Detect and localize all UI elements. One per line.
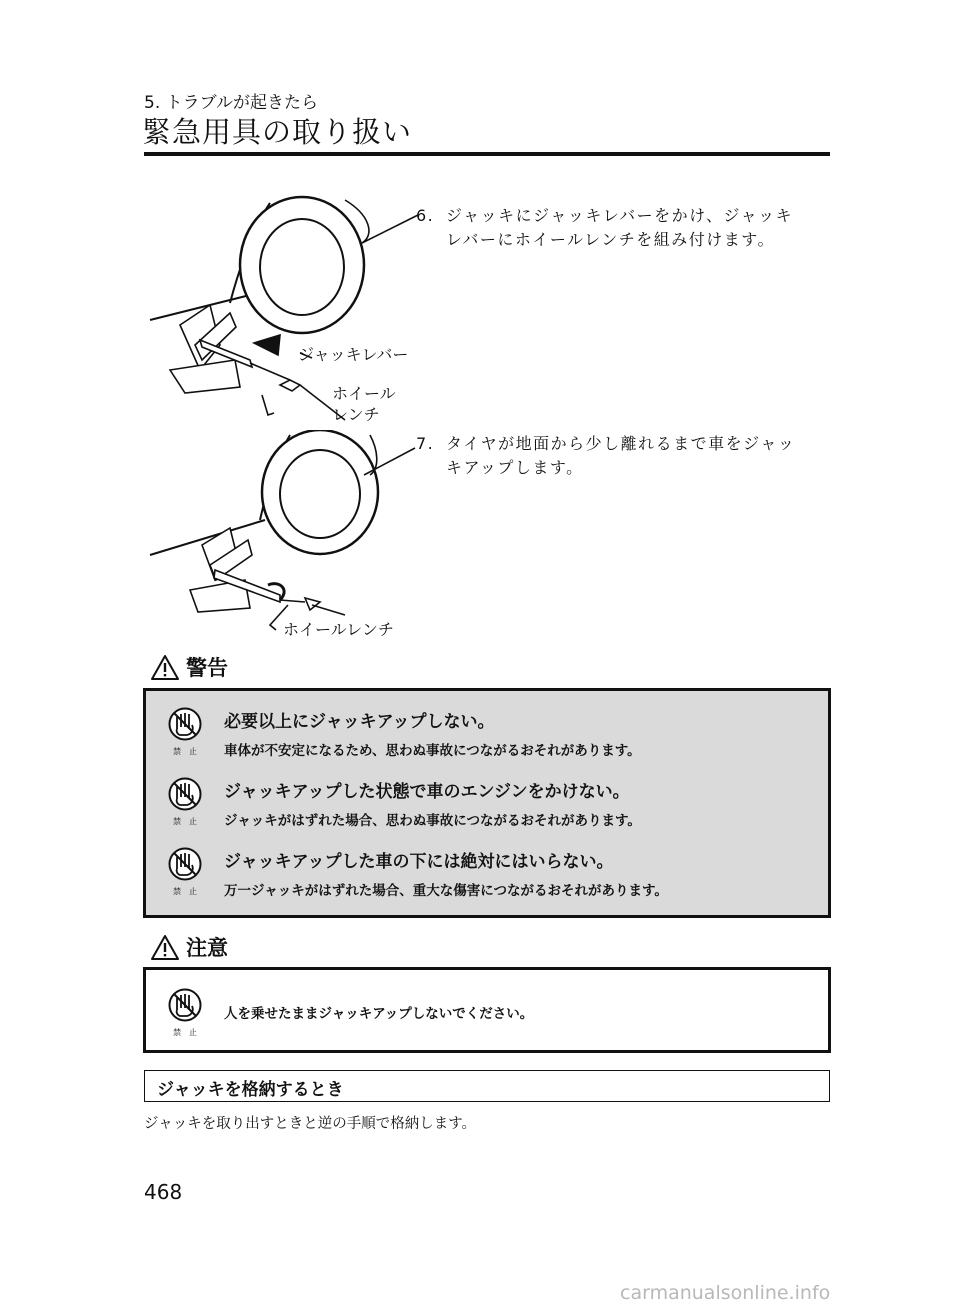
svg-text:禁 止: 禁 止 — [173, 817, 197, 826]
warning-item-title: 必要以上にジャッキアップしない。 — [224, 712, 495, 732]
step-text: ジャッキにジャッキレバーをかけ、ジャッキレバーにホイールレンチを組み付けます。 — [446, 206, 794, 249]
figure-jackup-illustration — [140, 430, 420, 640]
warning-heading — [150, 652, 228, 682]
prohibited-hand-icon — [168, 707, 202, 757]
step-7 — [416, 432, 836, 482]
warning-item-body: ジャッキがはずれた場合、思わぬ事故につながるおそれがあります。 — [224, 813, 641, 829]
wheel-wrench-label-line1: ホイール — [332, 384, 396, 403]
svg-text:禁 止: 禁 止 — [173, 1028, 197, 1037]
step-6 — [416, 204, 836, 254]
warning-item-body: 車体が不安定になるため、思わぬ事故につながるおそれがあります。 — [224, 743, 641, 759]
warning-triangle-icon — [150, 654, 180, 681]
jack-lever-label: ジャッキレバー — [298, 345, 409, 364]
svg-text:禁 止: 禁 止 — [173, 747, 197, 756]
warning-box — [143, 688, 831, 918]
prohibited-hand-icon — [168, 777, 202, 827]
warning-item-title: ジャッキアップした状態で車のエンジンをかけない。 — [224, 782, 630, 802]
wheel-wrench-label: ホイールレンチ — [283, 620, 394, 639]
watermark-text: carmanualsonline.info — [620, 1282, 831, 1304]
caution-item-text: 人を乗せたままジャッキアップしないでください。 — [224, 1006, 534, 1022]
page-number: 468 — [144, 1180, 183, 1204]
step-number: 7. — [416, 434, 435, 453]
svg-text:禁 止: 禁 止 — [173, 887, 197, 896]
prohibited-hand-icon — [168, 988, 202, 1038]
prohibited-hand-icon — [168, 847, 202, 897]
caution-triangle-icon — [150, 934, 180, 961]
caution-heading — [150, 932, 228, 962]
wheel-wrench-label-line2: レンチ — [332, 405, 380, 424]
storage-section-heading: ジャッキを格納するとき — [144, 1070, 830, 1102]
storage-section-text: ジャッキを取り出すときと逆の手順で格納します。 — [144, 1116, 477, 1132]
warning-heading-text: 警告 — [186, 656, 228, 680]
step-number: 6. — [416, 206, 435, 225]
chapter-heading: 5. トラブルが起きたら — [144, 93, 318, 113]
step-text: タイヤが地面から少し離れるまで車をジャッキアップします。 — [446, 434, 796, 477]
page-title: 緊急用具の取り扱い — [142, 115, 413, 149]
warning-item-body: 万一ジャッキがはずれた場合、重大な傷害につながるおそれがあります。 — [224, 883, 668, 899]
warning-item-title: ジャッキアップした車の下には絶対にはいらない。 — [224, 852, 614, 872]
caution-heading-text: 注意 — [186, 936, 228, 960]
caution-box — [143, 967, 831, 1053]
title-rule — [144, 152, 830, 156]
